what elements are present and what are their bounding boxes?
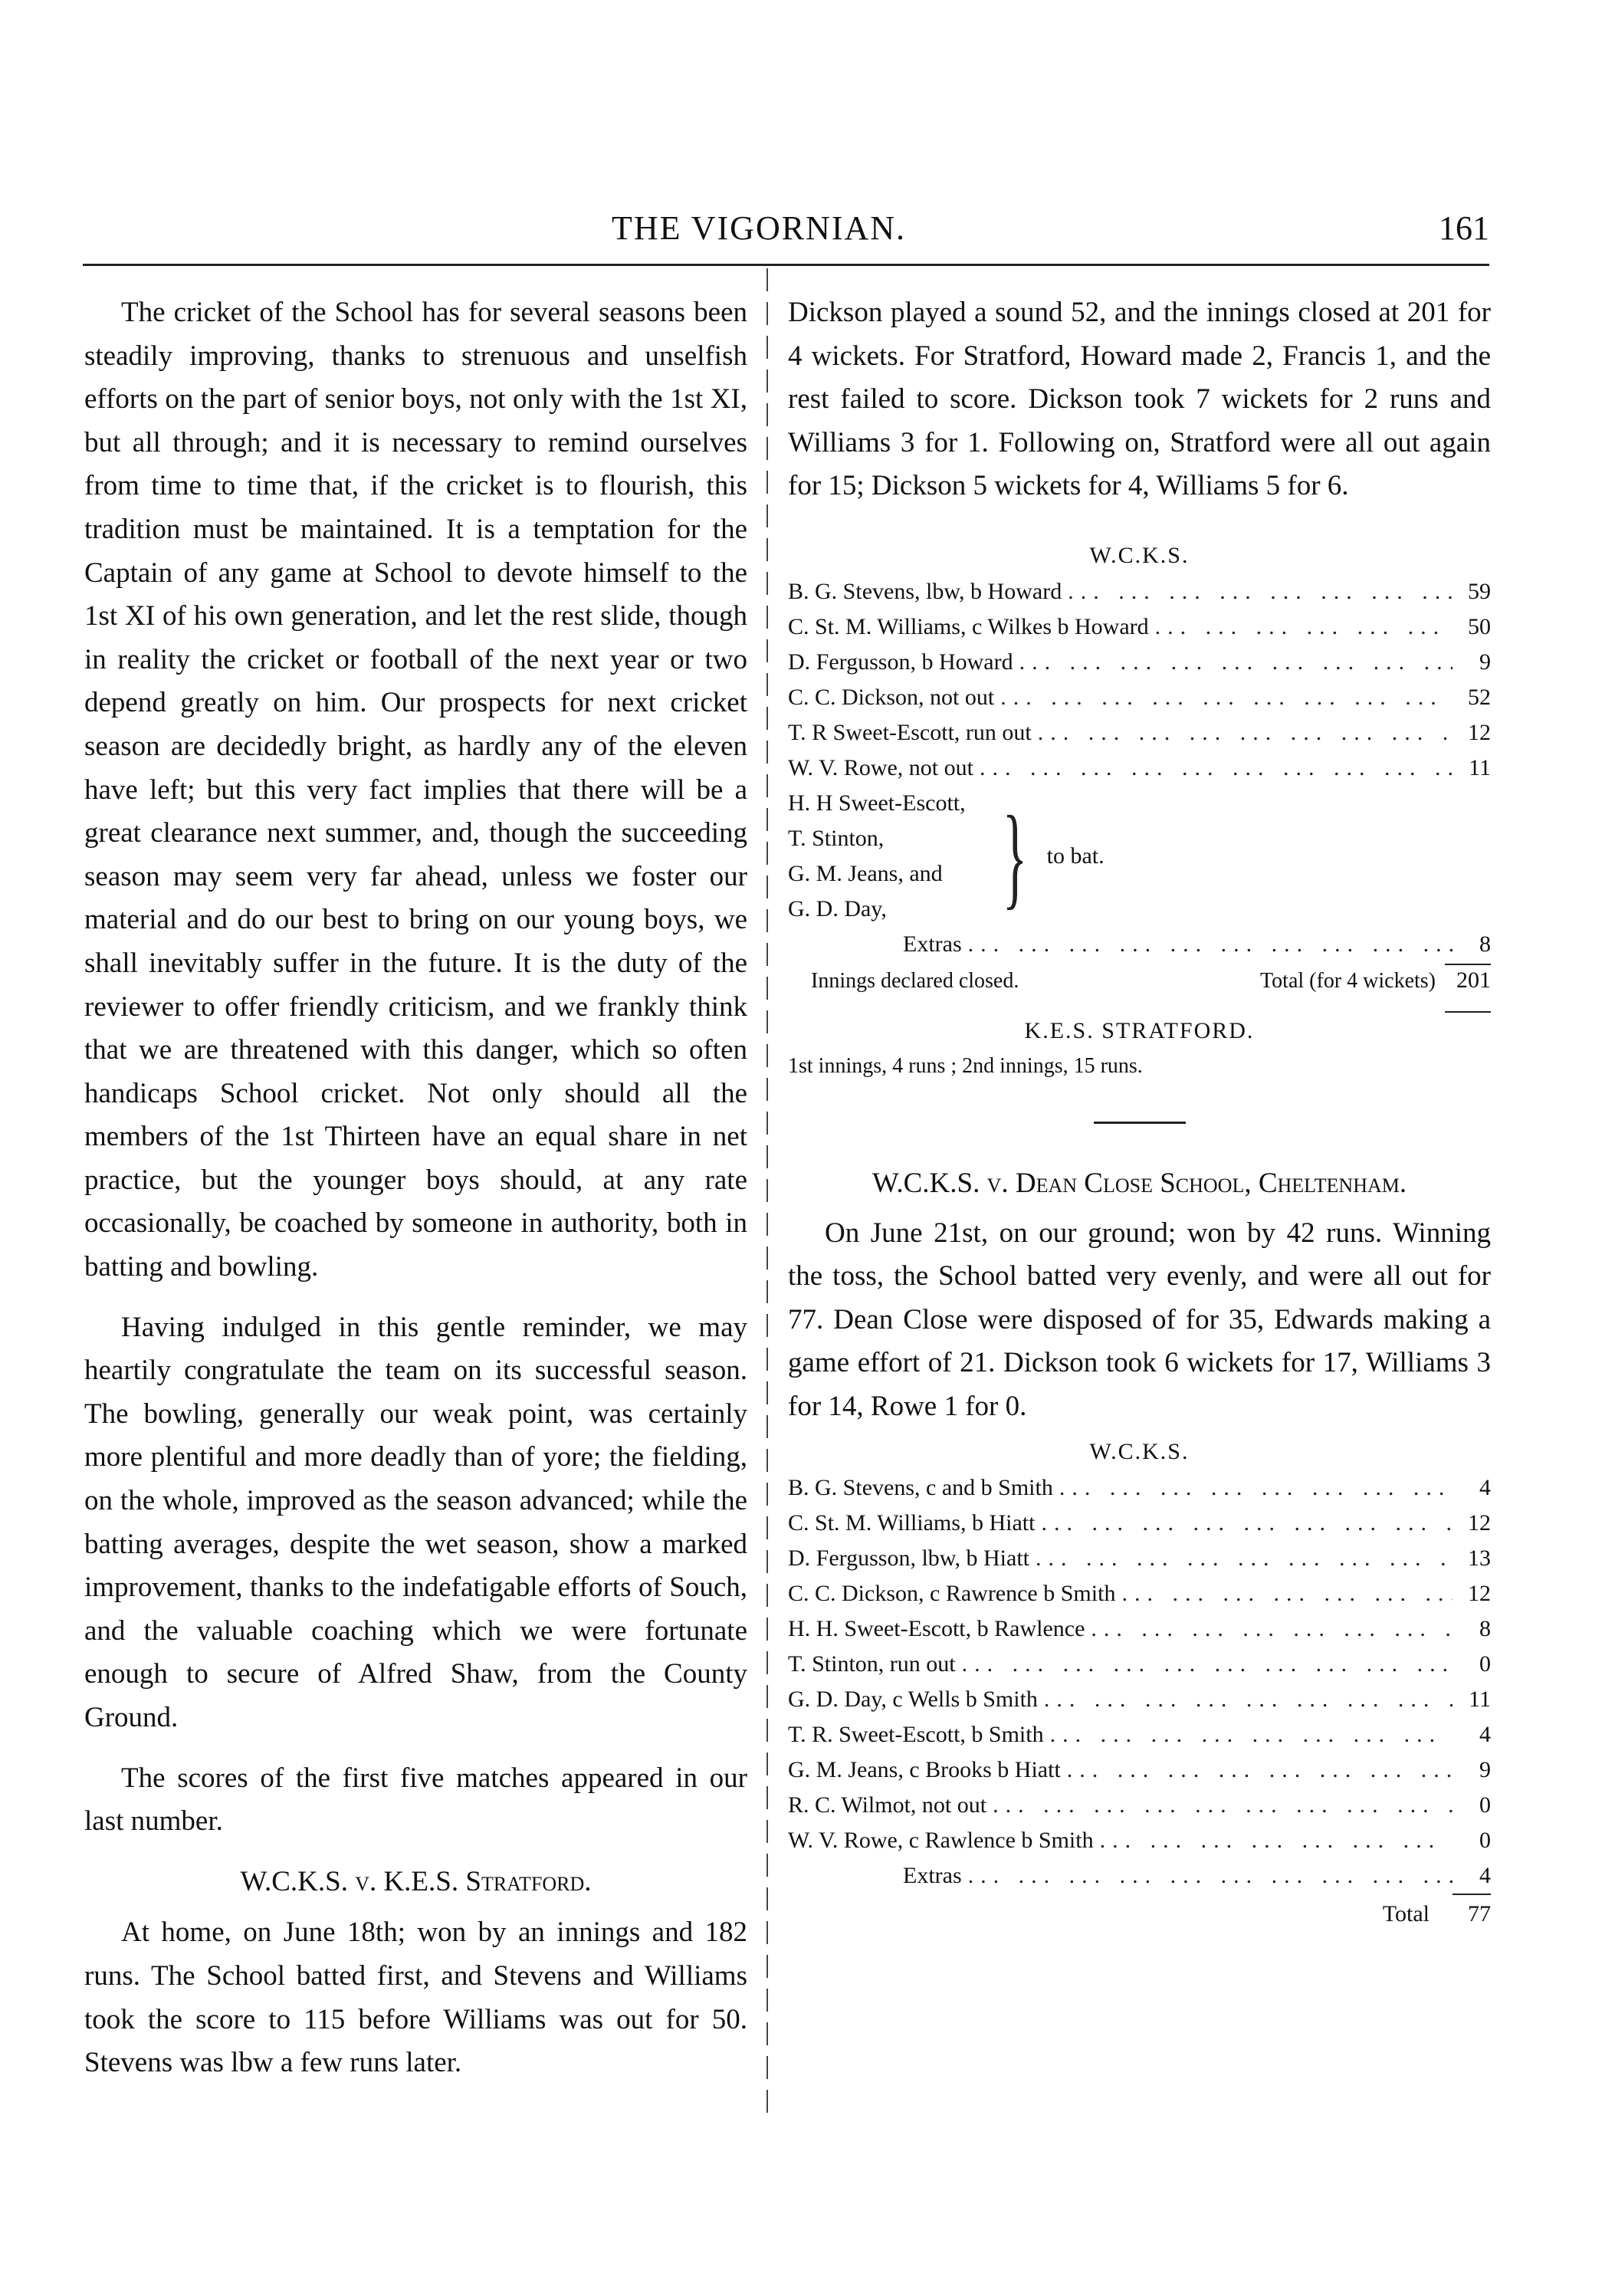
to-bat-name: G. M. Jeans, and	[788, 860, 943, 886]
batting-row: B. G. Stevens, c and b Smith ... . 4	[788, 1470, 1491, 1506]
batting-row: W. V. Rowe, c Rawlence b Smith ... . 0	[788, 1823, 1491, 1858]
to-bat-name: T. Stinton,	[788, 825, 885, 851]
to-bat-group	[788, 786, 1491, 927]
brace-icon: }	[1002, 792, 1027, 920]
paragraph: The scores of the first five matches appeared in our last number.	[84, 1762, 747, 1838]
paragraph-continuation: Dickson played a sound 52, and the innings closed at 201 for 4 wickets. For Stratford, Howard made 2, Francis 1, and the rest failed to score. Dickson took 7 wickets for 2 runs and Williams 3 for 1. Following on, Stratford were all out again for 15; Dickson 5 wickets for 4, Williams 5 for 6.	[788, 297, 1491, 502]
right-column	[788, 291, 1491, 1933]
left-column	[84, 291, 747, 2085]
match-report: At home, on June 18th; won by an innings and 182 runs. The School batted first, and Stevens and Williams took the score to 115 before Williams was out for 50. Stevens was lbw a few runs later.	[84, 1917, 747, 2079]
journal-title: THE VIGORNIAN.	[612, 209, 907, 247]
total-runs: 201	[1445, 964, 1491, 1013]
match-heading: W.C.K.S. v. K.E.S. Stratford.	[240, 1865, 592, 1897]
paragraph: The cricket of the School has for several seasons been steadily improving, thanks to strenuous and unselfish efforts on the part of senior boys, not only with the 1st XI, but all through; and it is necessary to remind ourselves from time to time that, if the cricket is to flourish, this tradition must be maintained. It is a temptation for the Captain of any game at School to devote himself to the 1st XI of his own generation, and let the rest slide, though in reality the cricket or football of the next year or two depend greatly on him. Our prospects for next cricket season are decidedly bright, as hardly any of the eleven have left; but this very fact implies that there will be a great clearance next summer, and, though the succeeding season may seem very far ahead, unless we foster our material and do our best to bring on our young boys, we shall inevitably suffer in the future. It is the duty of the reviewer to offer friendly criticism, and we frankly think that we are threatened with this danger, which so often handicaps School cricket. Not only should all the members of the 1st Thirteen have an equal share in net practice, but the younger boys should, at any rate occasionally, be coached by someone in authority, both in batting and bowling.	[84, 297, 747, 1283]
scorecard-team: W.C.K.S.	[1089, 542, 1190, 568]
batting-row: T. R. Sweet-Escott, b Smith ... . 4	[788, 1717, 1491, 1752]
total-label: Total (for 4 wickets)	[1260, 968, 1436, 993]
batting-row: T. Stinton, run out ... . 0	[788, 1647, 1491, 1682]
page-header	[83, 209, 1489, 262]
batting-row: G. M. Jeans, c Brooks b Hiatt ... . 9	[788, 1752, 1491, 1788]
batting-row: C. C. Dickson, c Rawrence b Smith ... . 12	[788, 1576, 1491, 1611]
total-label: Total	[1382, 1900, 1430, 1926]
batting-row: D. Fergusson, b Howard ... . 9	[788, 645, 1491, 680]
page-number: 161	[1439, 209, 1489, 247]
header-rule	[83, 264, 1489, 266]
innings-total	[788, 962, 1491, 1013]
to-bat-name: H. H Sweet-Escott,	[788, 790, 966, 816]
batting-row: B. G. Stevens, lbw, b Howard ... . 59	[788, 574, 1491, 609]
match-report: On June 21st, on our ground; won by 42 runs. Winning the toss, the School batted very evenly, and were all out for 77. Dean Close were disposed of for 35, Edwards making a game effort of 21. Dickson took 6 wickets for 17, Williams 3 for 14, Rowe 1 for 0.	[788, 1217, 1491, 1422]
total-runs: 77	[1453, 1894, 1491, 1933]
batting-row: R. C. Wilmot, not out ... . 0	[788, 1788, 1491, 1823]
extras-row: Extras ... . 8	[788, 927, 1491, 962]
scorecard	[788, 1470, 1491, 1894]
scorecard-team: W.C.K.S.	[1089, 1438, 1190, 1464]
column-divider	[766, 268, 768, 2124]
batting-row: H. H. Sweet-Escott, b Rawlence ... . 8	[788, 1611, 1491, 1647]
batting-row: T. R Sweet-Escott, run out ... . 12	[788, 715, 1491, 751]
declared-note: Innings declared closed.	[811, 968, 1019, 993]
batting-row: G. D. Day, c Wells b Smith ... . 11	[788, 1682, 1491, 1717]
batting-row: C. St. M. Williams, c Wilkes b Howard ... . 50	[788, 609, 1491, 645]
opponent-innings: 1st innings, 4 runs ; 2nd innings, 15 runs.	[788, 1053, 1143, 1078]
to-bat-name: G. D. Day,	[788, 895, 887, 921]
match-heading: W.C.K.S. v. Dean Close School, Cheltenham.	[872, 1167, 1407, 1199]
batting-row: W. V. Rowe, not out ... . 11	[788, 751, 1491, 786]
scorecard	[788, 574, 1491, 962]
to-bat-label: to bat.	[1046, 843, 1105, 869]
batting-row: D. Fergusson, lbw, b Hiatt ... . 13	[788, 1541, 1491, 1576]
extras-row: Extras ... . 4	[788, 1858, 1491, 1894]
paragraph: Having indulged in this gentle reminder, we may heartily congratulate the team on its successful season. The bowling, generally our weak point, was certainly more plentiful and more deadly than of yore; the fielding, on the whole, improved as the season advanced; while the batting averages, despite the wet season, show a marked improvement, thanks to the indefatigable efforts of Souch, and the valuable coaching which we were fortunate enough to secure of Alfred Shaw, from the County Ground.	[84, 1311, 747, 1733]
opponent-team: K.E.S. STRATFORD.	[1024, 1017, 1255, 1043]
innings-total	[788, 1894, 1491, 1933]
batting-row: C. C. Dickson, not out ... . 52	[788, 680, 1491, 715]
batting-row: C. St. M. Williams, b Hiatt ... . 12	[788, 1506, 1491, 1541]
